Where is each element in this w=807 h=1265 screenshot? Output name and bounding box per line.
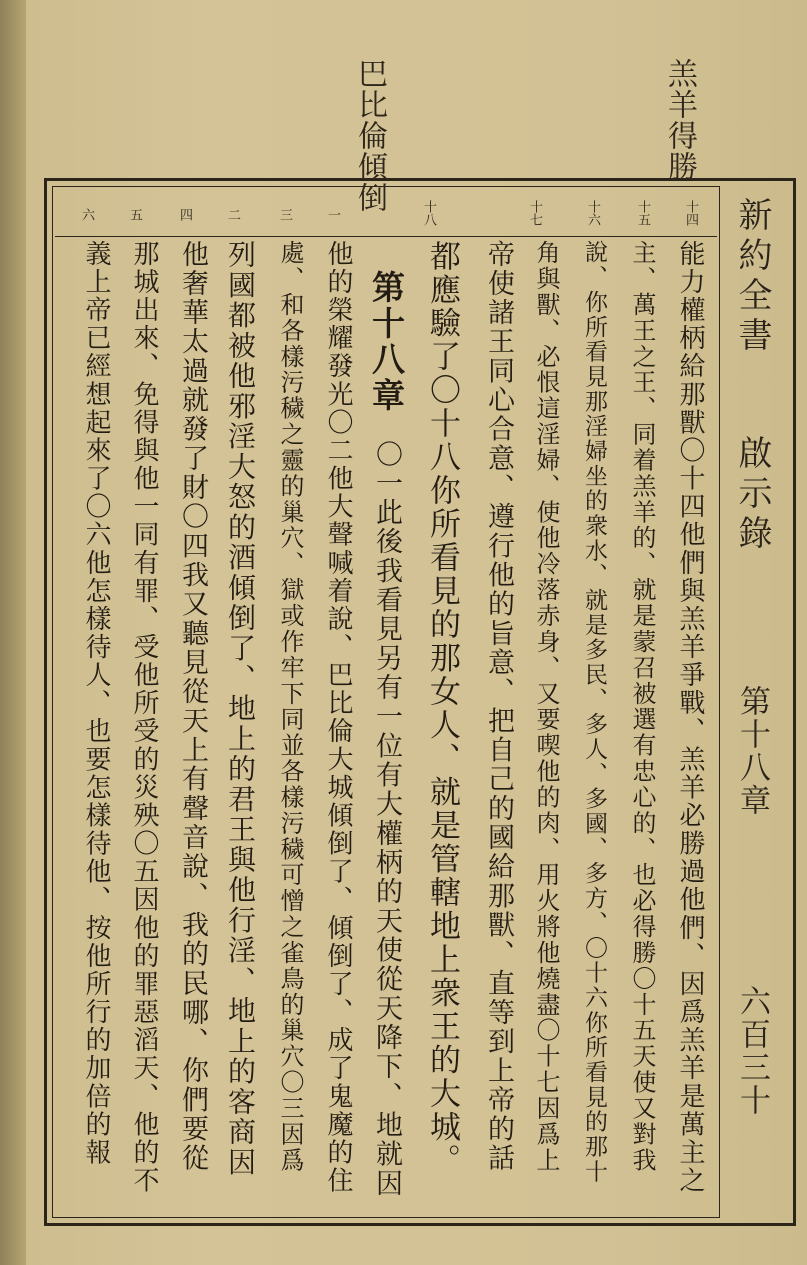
text-column: 列國都被他邪淫大怒的酒傾倒了、地上的君王與他行淫、地上的客商因 (224, 240, 257, 1178)
text-column: 那城出來、免得與他一同有罪、受他所受的災殃〇五因他的罪惡滔天、他的不 (129, 240, 159, 1195)
verse-number: 三 (277, 208, 292, 221)
verse-number: 五 (127, 208, 142, 221)
text-column: 義上帝已經想起來了〇六他怎樣待人、也要怎樣待他、按他所行的加倍的報 (81, 240, 111, 1167)
text-column: 角與獸、必恨這淫婦、使他冷落赤身、又要喫他的肉、用火將他燒盡〇十七因爲上 (532, 240, 560, 1174)
chapter-label: 第十八章 (734, 685, 770, 817)
text-column: 說、你所看見那淫婦坐的衆水、就是多民、多人、多國、多方、〇十六你所看見的那十 (581, 240, 607, 1184)
text-column: 他的榮耀發光〇二他大聲喊着說、巴比倫大城傾倒了、傾倒了、成了鬼魔的住 (323, 240, 353, 1195)
margin-note-lamb-victory: 羔羊得勝 (662, 58, 697, 182)
chapter-heading: 第十八章 (367, 270, 406, 414)
text-column: 都應驗了〇十八你所看見的那女人、就是管轄地上衆王的大城。 (424, 240, 460, 1178)
text-column: 帝使諸王同心合意、遵行他的旨意、把自己的國給那獸、直等到上帝的話 (483, 240, 514, 1174)
verse-number: 六 (79, 208, 94, 221)
book-name: 啟示錄 (732, 435, 772, 555)
text-column: 能力權柄給那獸〇十四他們與羔羊爭戰、羔羊必勝過他們、因爲羔羊是萬主之 (675, 240, 705, 1195)
verse-number: 十六 (585, 200, 600, 226)
margin-note-babylon-fall: 巴比倫傾倒 (352, 58, 387, 213)
verse-number: 十五 (635, 200, 650, 226)
verse-number: 一 (325, 208, 340, 221)
text-column: 主、萬王之王、同着羔羊的、就是蒙召被選有忠心的、也必得勝〇十五天使又對我 (628, 240, 656, 1174)
verse-number: 十八 (421, 200, 436, 226)
text-column: 處、和各樣污穢之靈的巢穴、獄或作牢下同並各樣污穢可憎之雀鳥的巢穴〇三因爲 (276, 240, 304, 1174)
book-title: 新約全書 (732, 197, 772, 357)
text-column: 〇一此後我看見另有一位有大權柄的天使從天降下、地就因 (371, 440, 402, 1199)
verse-number: 四 (177, 208, 192, 221)
running-header (722, 195, 782, 1215)
verse-number: 十七 (527, 200, 542, 226)
verse-number-row (55, 196, 717, 237)
text-column: 他奢華太過就發了財〇四我又聽見從天上有聲音說、我的民哪、你們要從 (177, 240, 208, 1174)
page-number: 六百三十 (734, 985, 770, 1117)
book-spine (0, 0, 26, 1265)
verse-number: 十四 (683, 200, 698, 226)
verse-number: 二 (225, 208, 240, 221)
